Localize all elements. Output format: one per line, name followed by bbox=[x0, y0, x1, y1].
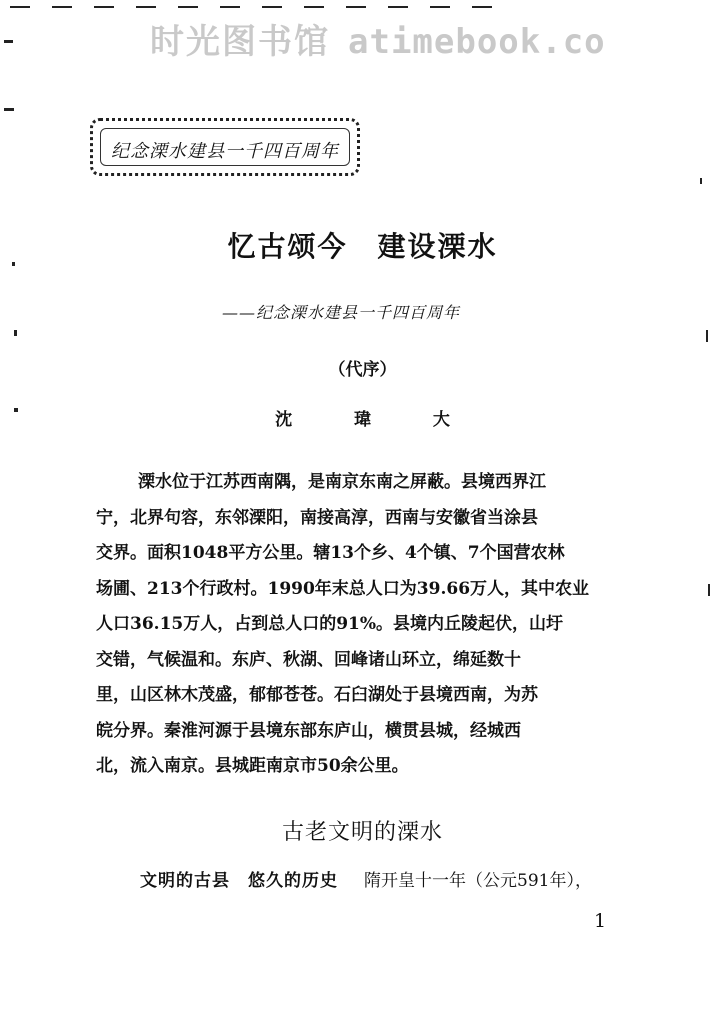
article-subtitle: ——纪念溧水建县一千四百周年 bbox=[222, 303, 461, 322]
scan-speck bbox=[706, 330, 708, 342]
paragraph-line: 里，山区林木茂盛，郁郁苍苍。石臼湖处于县境西南，为苏 bbox=[96, 685, 538, 705]
paragraph-line: 交错，气候温和。东庐、秋湖、回峰诸山环立，绵延数十 bbox=[96, 649, 521, 670]
paragraph-line: 场圃、213个行政村。1990年末总人口为39.66万人，其中农业 bbox=[96, 578, 590, 599]
decorative-frame bbox=[90, 118, 360, 176]
scan-speck bbox=[14, 330, 17, 336]
scan-speck bbox=[4, 108, 14, 111]
paragraph-line: 交界。面积1048平方公里。辖13个乡、4个镇、7个国营农林 bbox=[96, 543, 565, 563]
watermark bbox=[150, 14, 606, 63]
preface-label: （代序） bbox=[328, 360, 397, 380]
scan-speck bbox=[700, 178, 702, 184]
paragraph-line: 宁，北界句容，东邻溧阳，南接高淳，西南与安徽省当涂县 bbox=[96, 507, 538, 528]
watermark-latin: atimebook.co bbox=[348, 22, 606, 62]
scan-speck bbox=[708, 584, 710, 596]
paragraph-line: 皖分界。秦淮河源于县境东部东庐山，横贯县城，经城西 bbox=[96, 720, 521, 741]
article-title: 忆古颂今 建设溧水 bbox=[227, 230, 498, 263]
paragraph-line: 溧水位于江苏西南隅，是南京东南之屏蔽。县境西界江 bbox=[138, 472, 546, 492]
intro-paragraph bbox=[96, 465, 656, 785]
section-heading: 古老文明的溧水 bbox=[281, 820, 443, 845]
subsection-lead: 文明的古县 悠久的历史 bbox=[140, 871, 338, 891]
scan-border-dashes bbox=[10, 6, 492, 8]
section-first-line bbox=[140, 866, 592, 891]
watermark-cn: 时光图书馆 bbox=[150, 22, 330, 62]
frame-caption: 纪念溧水建县一千四百周年 bbox=[111, 141, 339, 162]
author-name: 沈 瑋 大 bbox=[275, 410, 478, 430]
paragraph-line: 北，流入南京。县城距南京市50余公里。 bbox=[96, 756, 409, 776]
subsection-text: 隋开皇十一年（公元591年）， bbox=[364, 871, 592, 891]
paragraph-line: 人口36.15万人，占到总人口的91%。县境内丘陵起伏，山圩 bbox=[96, 614, 564, 634]
scan-speck bbox=[4, 40, 13, 43]
page-number: 1 bbox=[594, 910, 607, 932]
